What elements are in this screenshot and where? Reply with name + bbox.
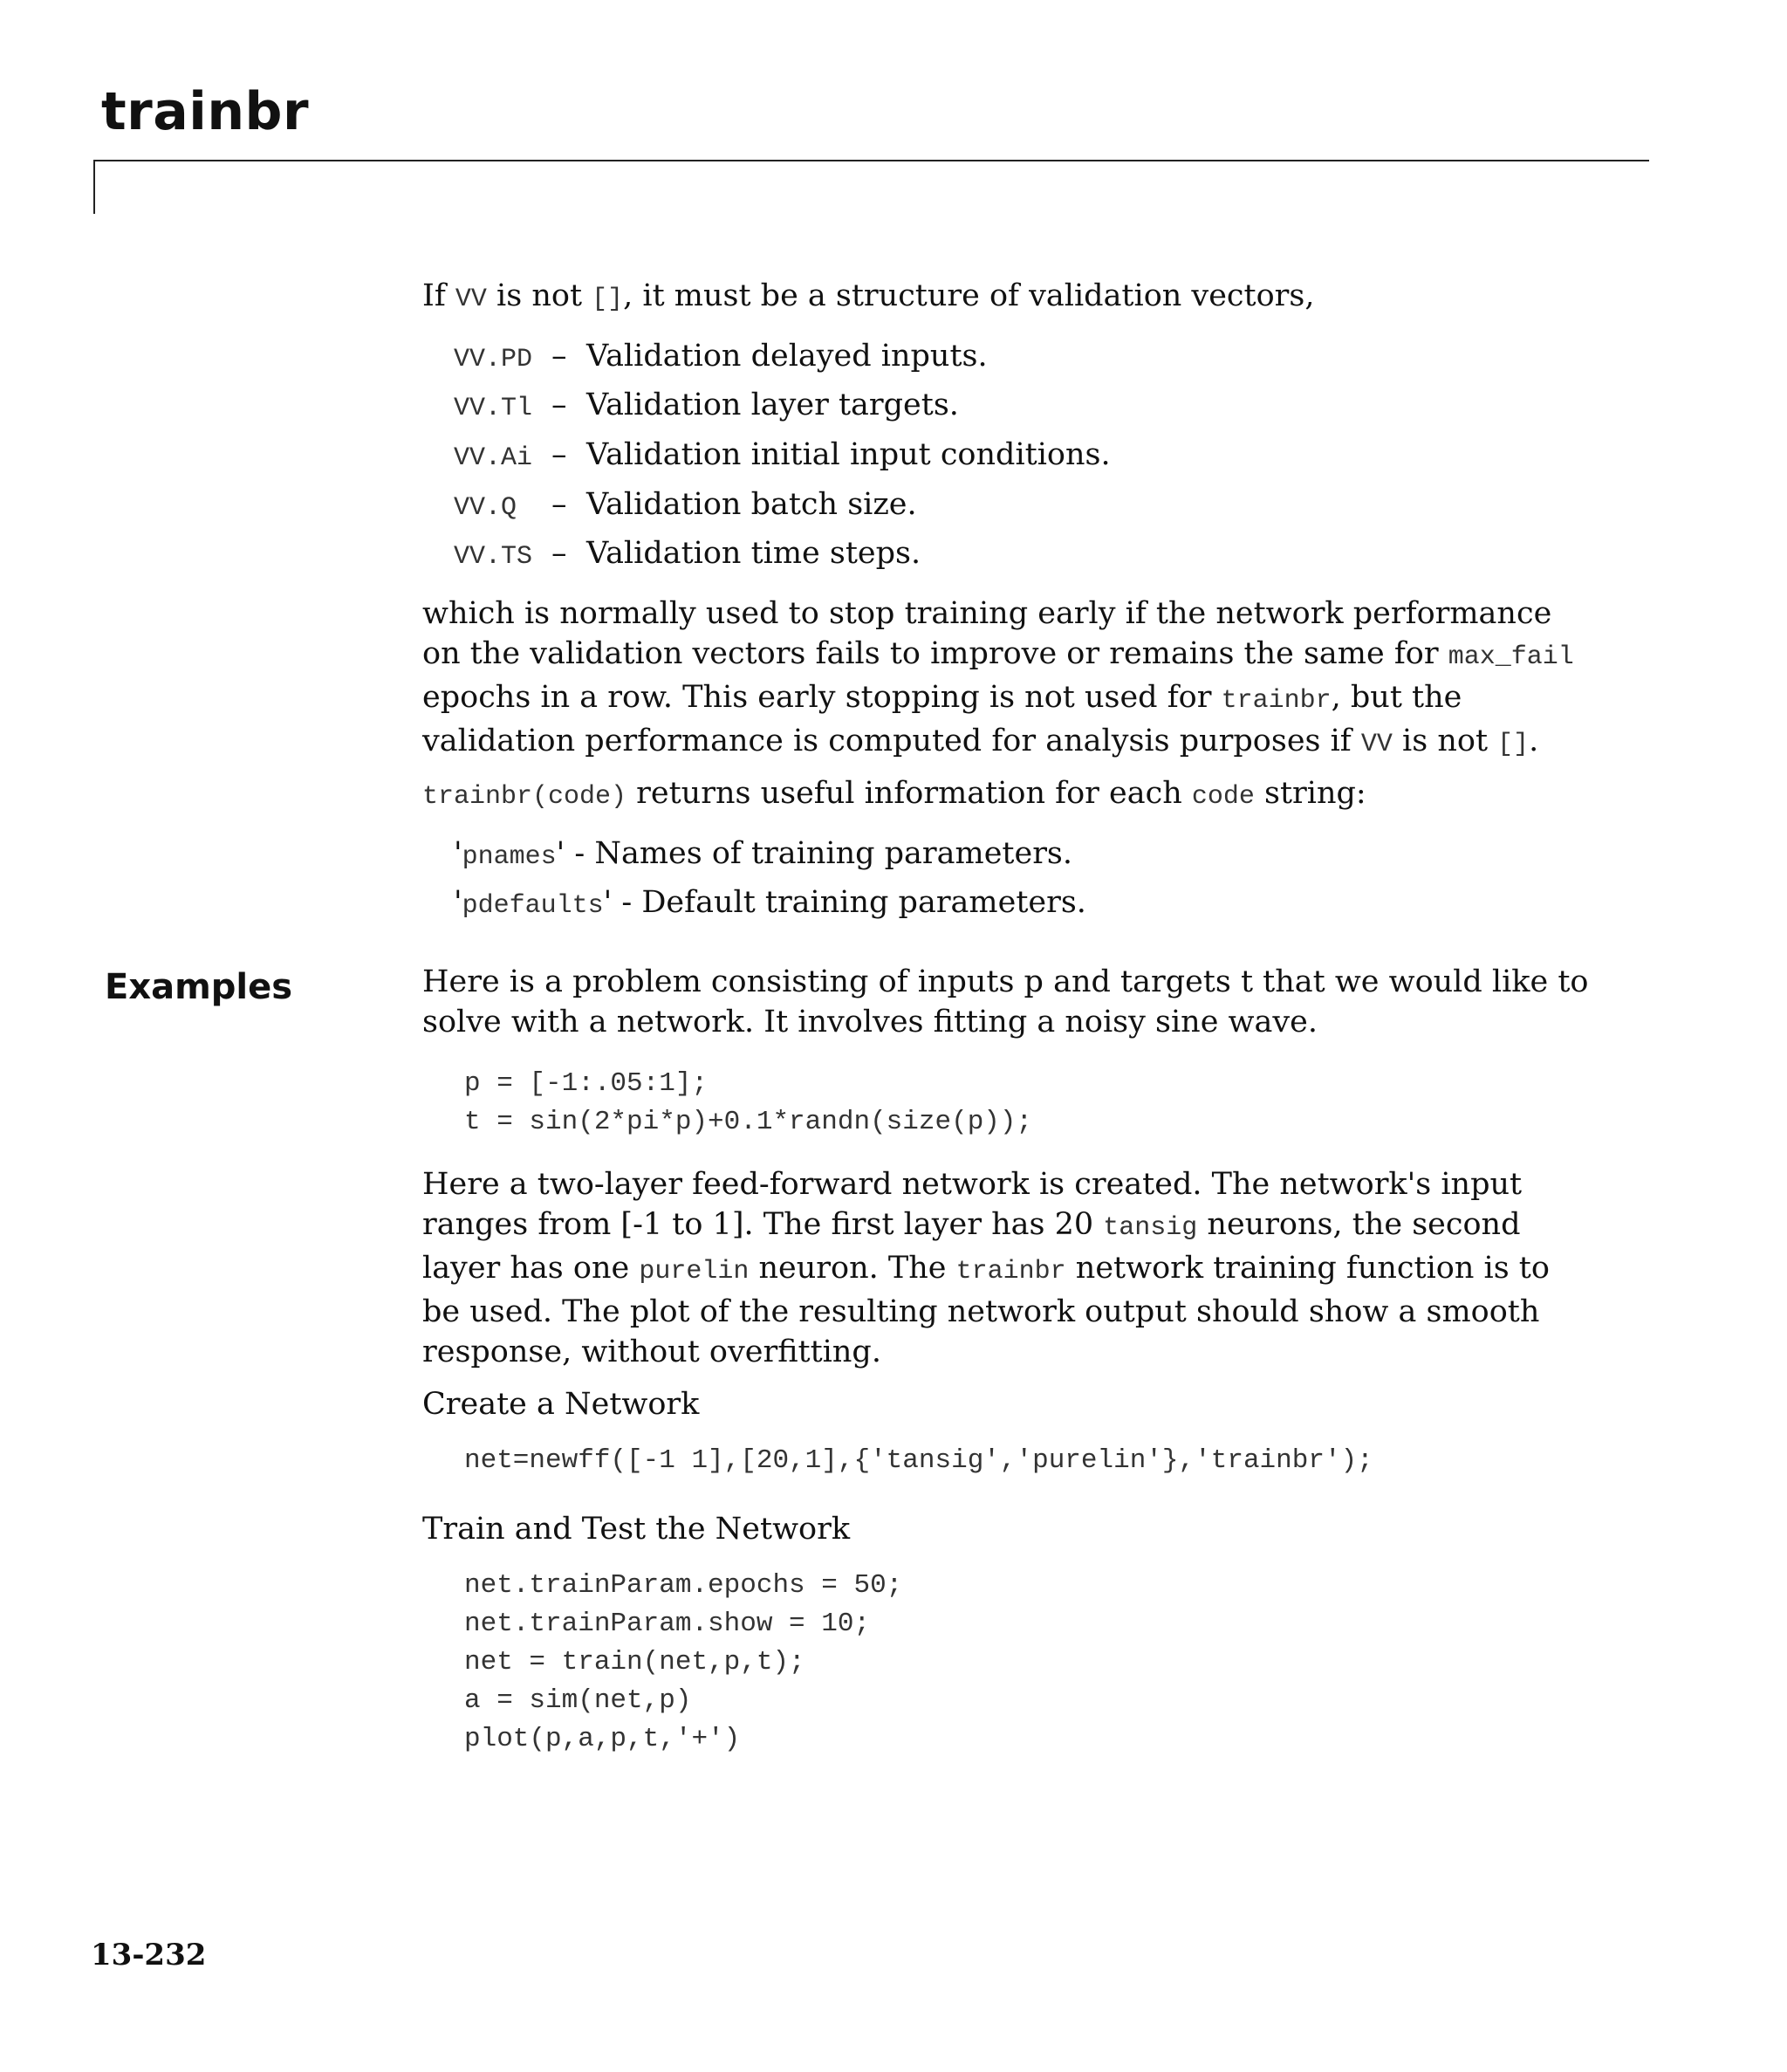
section-heading-examples: Examples xyxy=(105,967,293,1007)
code-line: p = [-1:.05:1]; xyxy=(464,1068,709,1099)
code-line: net.trainParam.epochs = 50; xyxy=(464,1570,903,1601)
code-block xyxy=(464,1065,1032,1142)
field-row: VV.TS – Validation time steps. xyxy=(454,536,921,572)
field-row: VV.Ai – Validation initial input conditions. xyxy=(454,437,1111,473)
examples-description: Here a two-layer feed-forward network is created. The network's input ranges from [-1 to 1]. The first layer has 20 tansig neurons, the second layer has one purelin neuron. The trainbr network training function is to be used. The plot of the resulting network output should show a smooth response, without overfitting. xyxy=(422,1167,1550,1369)
code-line: net.trainParam.show = 10; xyxy=(464,1609,871,1639)
subheading-train-test: Train and Test the Network xyxy=(422,1512,851,1547)
code-line: a = sim(net,p) xyxy=(464,1685,692,1716)
examples-intro: Here is a problem consisting of inputs p and targets t that we would like to solve with a network. It involves fitting a noisy sine wave. xyxy=(422,964,1589,1039)
page-number: 13-232 xyxy=(91,1938,207,1973)
code-line: net = train(net,p,t); xyxy=(464,1647,805,1677)
code-info-intro: trainbr(code) returns useful information for each code string: xyxy=(422,776,1366,812)
field-row: VV.Tl – Validation layer targets. xyxy=(454,388,959,423)
validation-usage-paragraph: which is normally used to stop training early if the network performance on the validation vectors fails to improve or remains the same for max_fail epochs in a row. This early stopping is not used for trainbr, but the validation performance is computed for analysis purposes if VV is not []. xyxy=(422,596,1574,759)
subheading-create-network: Create a Network xyxy=(422,1387,700,1422)
title-rule-horizontal xyxy=(93,160,1649,161)
code-info-item: 'pnames' - Names of training parameters. xyxy=(454,836,1073,872)
code-block xyxy=(464,1567,902,1759)
field-row: VV.Q – Validation batch size. xyxy=(454,487,917,523)
field-row: VV.PD – Validation delayed inputs. xyxy=(454,339,988,374)
validation-intro: If VV is not [], it must be a structure of validation vectors, xyxy=(422,278,1315,314)
code-line: plot(p,a,p,t,'+') xyxy=(464,1724,741,1754)
title-rule-vertical xyxy=(93,160,95,214)
code-line: t = sin(2*pi*p)+0.1*randn(size(p)); xyxy=(464,1107,1033,1137)
code-line: net=newff([-1 1],[20,1],{'tansig','purelin'},'trainbr'); xyxy=(464,1445,1373,1476)
code-info-item: 'pdefaults' - Default training parameters. xyxy=(454,885,1086,921)
page-title: trainbr xyxy=(101,81,310,142)
code-block xyxy=(464,1442,1373,1480)
